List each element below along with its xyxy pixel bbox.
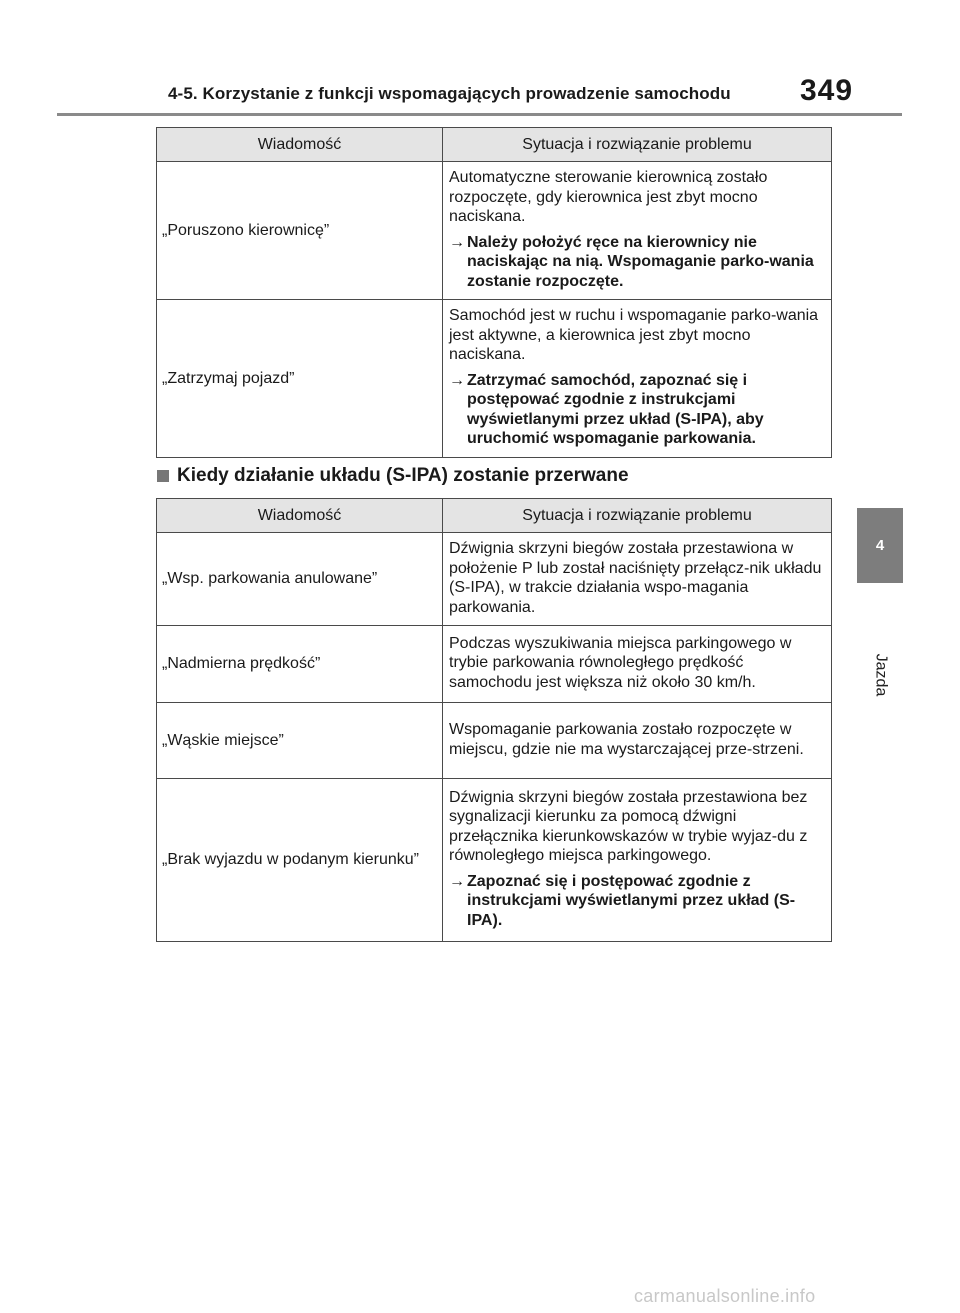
situation-text: Podczas wyszukiwania miejsca parkingowego w trybie parkowania równoległego prędkość samochodu jest większa niż około 30 km/h. <box>449 634 792 691</box>
header-divider <box>57 113 902 116</box>
chapter-label-text: Jazda <box>872 653 890 697</box>
column-header-message: Wiadomość <box>157 128 443 162</box>
messages-table-steering <box>156 127 832 458</box>
action-item <box>449 872 828 931</box>
messages-table-interrupted <box>156 498 832 942</box>
situation-text: Wspomaganie parkowania zostało rozpoczęte w miejscu, gdzie nie ma wystarczającej prze-strzeni. <box>449 721 804 758</box>
chapter-tab <box>857 508 903 583</box>
table-row <box>157 533 832 626</box>
action-item <box>449 233 828 292</box>
message-cell: „Nadmierna prędkość” <box>157 626 443 703</box>
column-header-solution: Sytuacja i rozwiązanie problemu <box>443 128 832 162</box>
column-header-message: Wiadomość <box>157 499 443 533</box>
table-row <box>157 779 832 942</box>
watermark: carmanualsonline.info <box>634 1286 816 1306</box>
action-item <box>449 371 828 449</box>
situation-text: Dźwignia skrzyni biegów została przestawiona bez sygnalizacji kierunku za pomocą dźwigni przełącznika kierunkowskazów w trybie wyjaz-du z równoległego miejsca parkingowego. <box>449 788 808 865</box>
page-header <box>0 0 960 118</box>
message-cell: „Poruszono kierownicę” <box>157 162 443 300</box>
column-header-solution: Sytuacja i rozwiązanie problemu <box>443 499 832 533</box>
situation-text: Automatyczne sterowanie kierownicą zostało rozpoczęte, gdy kierownica jest zbyt mocno naciskana. <box>449 169 768 225</box>
action-text: Należy położyć ręce na kierownicy nie naciskając na nią. Wspomaganie parko-wania zostanie rozpoczęte. <box>467 233 814 290</box>
table-row <box>157 703 832 779</box>
description-cell <box>443 779 832 942</box>
message-cell: „Zatrzymaj pojazd” <box>157 300 443 458</box>
chapter-label <box>860 630 900 720</box>
arrow-right-icon: → <box>449 371 465 389</box>
description-cell <box>443 626 832 703</box>
arrow-right-icon: → <box>449 233 465 251</box>
chapter-number: 4 <box>875 537 885 554</box>
chapter-section-title: 4-5. Korzystanie z funkcji wspomagających prowadzenie samochodu <box>168 84 731 103</box>
table-row <box>157 162 832 300</box>
message-cell: „Wsp. parkowania anulowane” <box>157 533 443 626</box>
table-row <box>157 300 832 458</box>
table-header-row <box>157 499 832 533</box>
action-text: Zatrzymać samochód, zapoznać się i postępować zgodnie z instrukcjami wyświetlanymi przez układ (S-IPA), aby uruchomić wspomaganie parkowania. <box>467 371 764 448</box>
table-row <box>157 626 832 703</box>
page-number: 349 <box>800 74 854 107</box>
table-header-row <box>157 128 832 162</box>
action-text: Zapoznać się i postępować zgodnie z instrukcjami wyświetlanymi przez układ (S-IPA). <box>467 872 796 929</box>
description-cell <box>443 300 832 458</box>
description-cell <box>443 162 832 300</box>
situation-text: Samochód jest w ruchu i wspomaganie parko-wania jest aktywne, a kierownica jest zbyt mocno naciskana. <box>449 307 819 364</box>
description-cell <box>443 703 832 779</box>
section-heading <box>157 465 629 487</box>
arrow-right-icon: → <box>449 872 465 890</box>
situation-text: Dźwignia skrzyni biegów została przestawiona w położenie P lub został naciśnięty przełącz-nik układu (S-IPA), w trakcie działania wspo-magania parkowania. <box>449 540 822 616</box>
message-cell: „Brak wyjazdu w podanym kierunku” <box>157 779 443 942</box>
message-cell: „Wąskie miejsce” <box>157 703 443 779</box>
description-cell <box>443 533 832 626</box>
section-heading-text: Kiedy działanie układu (S-IPA) zostanie przerwane <box>177 465 629 486</box>
square-bullet-icon <box>157 470 169 482</box>
